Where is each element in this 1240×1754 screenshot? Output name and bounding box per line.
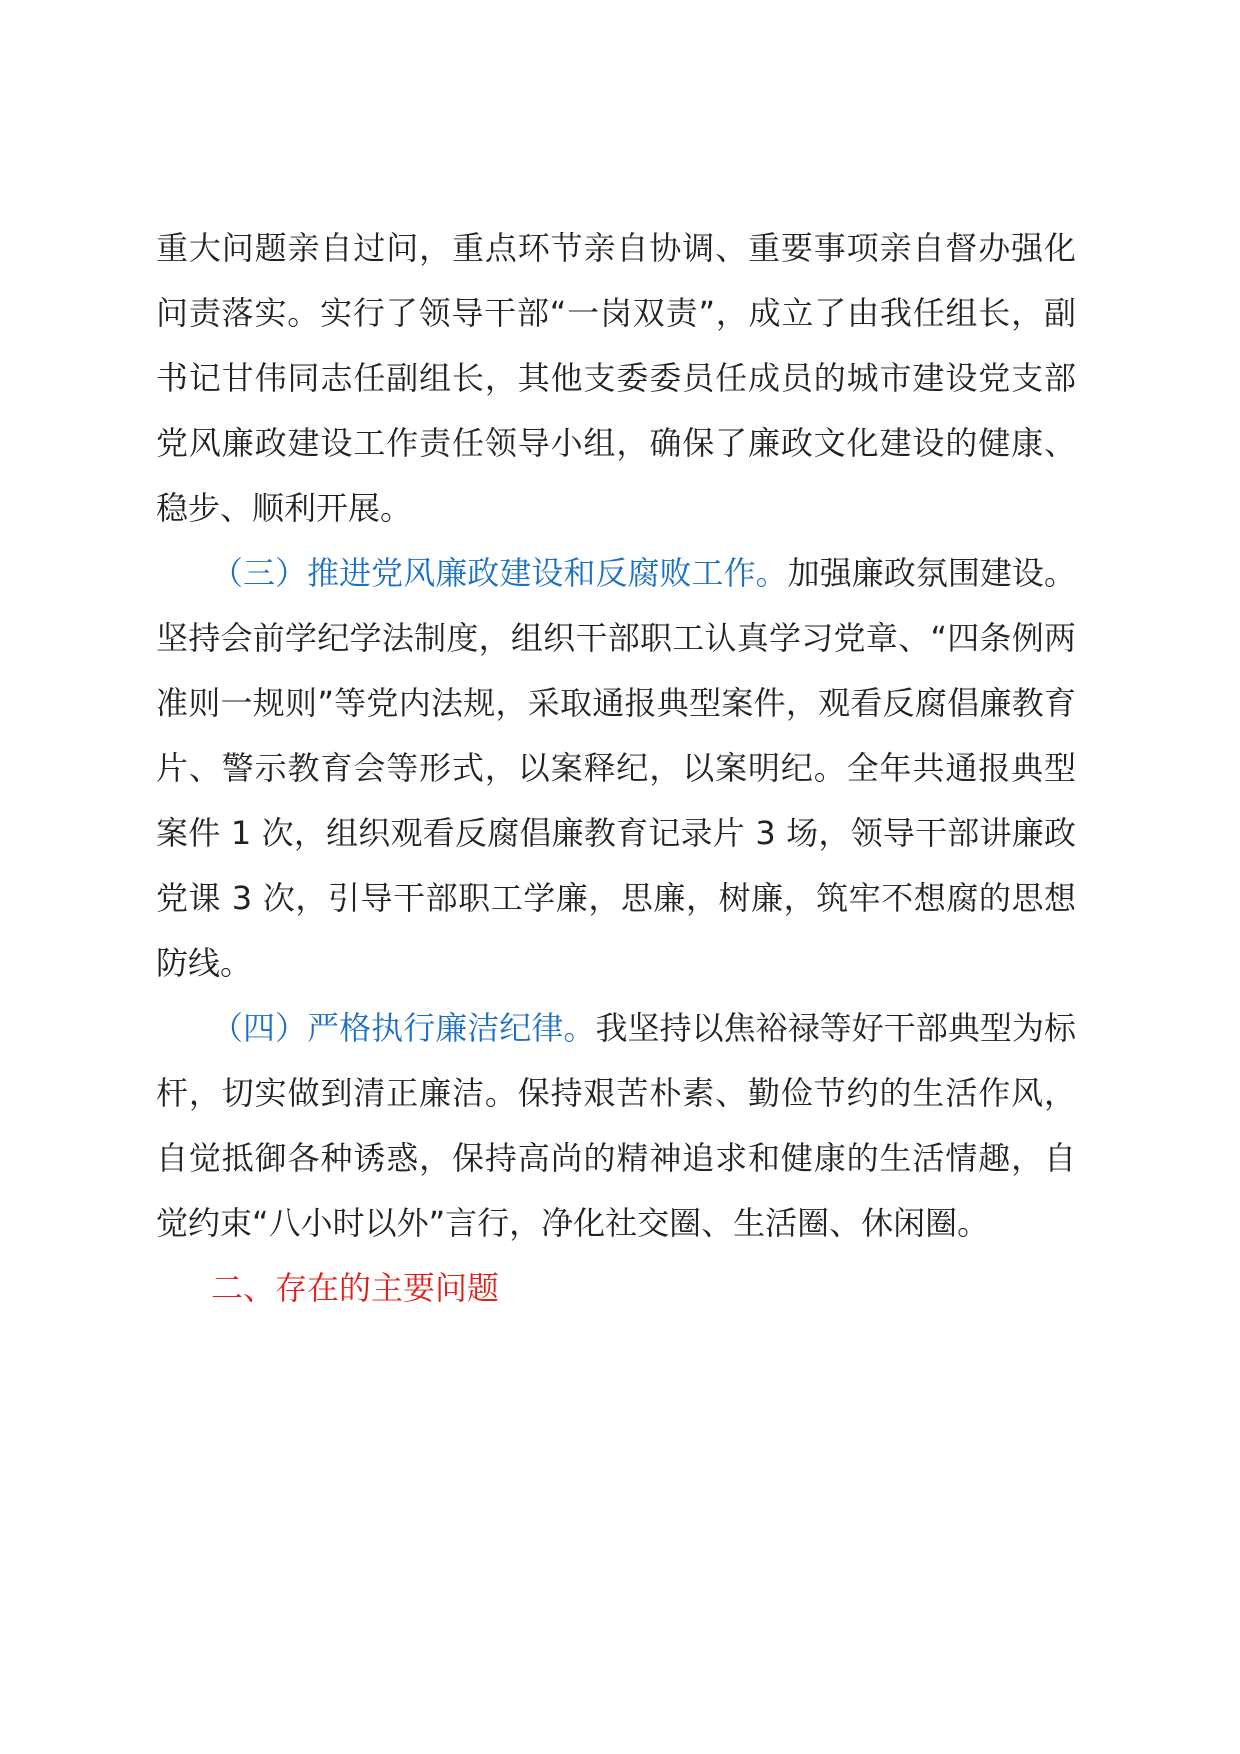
paragraph-2-text: 加强廉政氛围建设。坚持会前学纪学法制度，组织干部职工认真学习党章、“四条例两准则一规则”等党内法规，采取通报典型案件，观看反腐倡廉教育片、警示教育会等形式，以案释纪，以案明纪。全年共通报典型案件 1 次，组织观看反腐倡廉教育记录片 3 场，领导干部讲廉政党课 3 次，引导干部职工学廉，思廉，树廉，筑牢不想腐的思想防线。	[156, 554, 1076, 982]
subheading-4: （四）严格执行廉洁纪律。	[211, 1009, 596, 1047]
paragraph-1	[156, 216, 1076, 541]
paragraph-3	[156, 996, 1076, 1256]
section-heading: 二、存在的主要问题	[211, 1269, 500, 1307]
paragraph-2	[156, 541, 1076, 996]
paragraph-3-text: 我坚持以焦裕禄等好干部典型为标杆，切实做到清正廉洁。保持艰苦朴素、勤俭节约的生活作风，自觉抵御各种诱惑，保持高尚的精神追求和健康的生活情趣，自觉约束“八小时以外”言行，净化社交圈、生活圈、休闲圈。	[156, 1009, 1076, 1242]
subheading-3: （三）推进党风廉政建设和反腐败工作。	[211, 554, 788, 592]
paragraph-1-text: 重大问题亲自过问，重点环节亲自协调、重要事项亲自督办强化问责落实。实行了领导干部“一岗双责”，成立了由我任组长，副书记甘伟同志任副组长，其他支委委员任成员的城市建设党支部党风廉政建设工作责任领导小组，确保了廉政文化建设的健康、稳步、顺利开展。	[156, 229, 1076, 527]
document-body	[156, 216, 1076, 1321]
